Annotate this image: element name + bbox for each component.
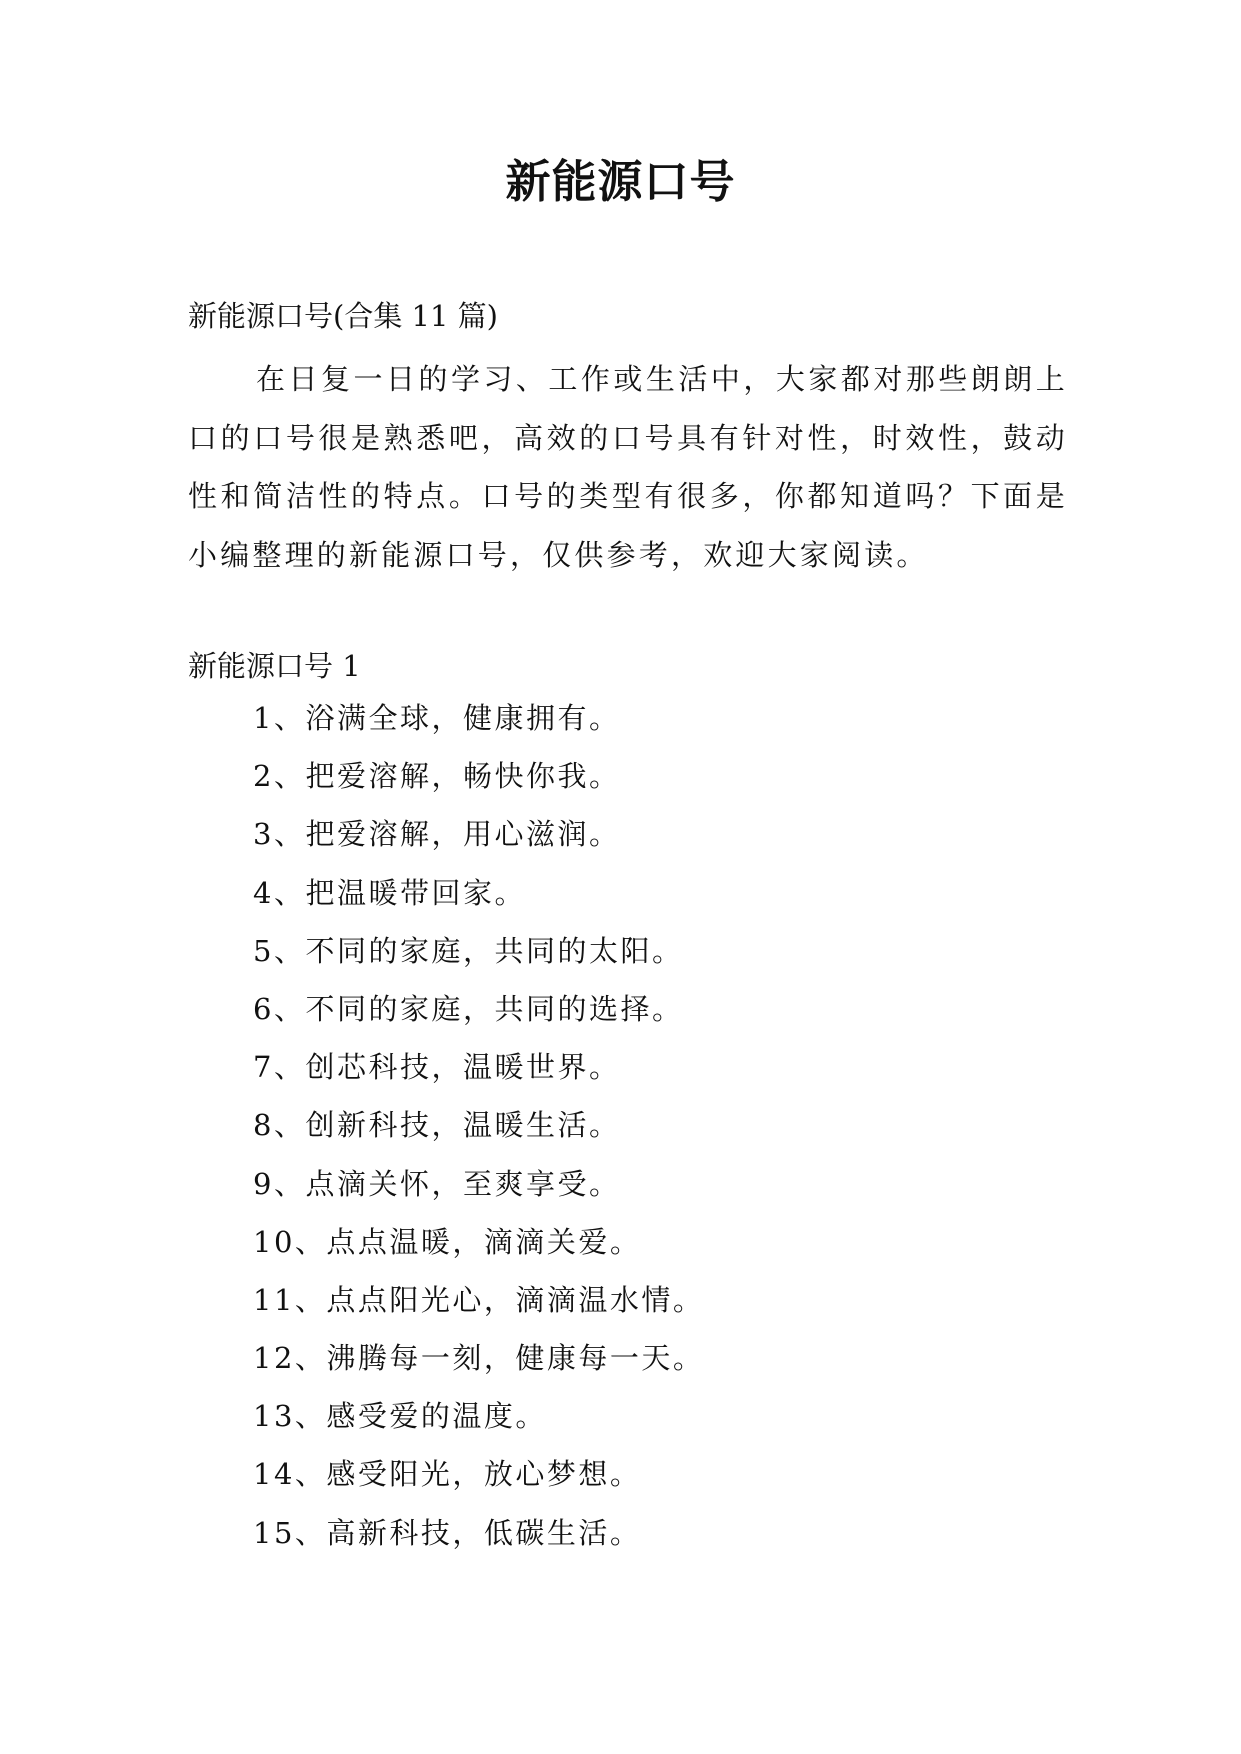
list-item: 2、把爱溶解，畅快你我。 bbox=[253, 759, 621, 794]
intro-paragraph: 在日复一日的学习、工作或生活中，大家都对那些朗朗上口的口号很是熟悉吧，高效的口号具有针对性，时效性，鼓动性和简洁性的特点。口号的类型有很多，你都知道吗？下面是小编整理的新能源口号，仅供参考，欢迎大家阅读。 bbox=[188, 362, 1068, 572]
list-item: 12、沸腾每一刻，健康每一天。 bbox=[253, 1341, 705, 1376]
list-item: 3、把爱溶解，用心滋润。 bbox=[253, 817, 621, 852]
document-subtitle: 新能源口号(合集 11 篇) bbox=[188, 299, 498, 333]
document-title: 新能源口号 bbox=[505, 155, 736, 208]
slogan-list bbox=[253, 698, 704, 1571]
list-item: 1、浴满全球，健康拥有。 bbox=[253, 701, 621, 735]
section-heading: 新能源口号 1 bbox=[188, 649, 361, 683]
list-item: 11、点点阳光心，滴滴温水情。 bbox=[253, 1282, 705, 1317]
list-item: 9、点滴关怀，至爽享受。 bbox=[253, 1166, 621, 1201]
list-item: 5、不同的家庭，共同的太阳。 bbox=[253, 933, 684, 968]
list-item: 13、感受爱的温度。 bbox=[253, 1399, 547, 1434]
list-item: 8、创新科技，温暖生活。 bbox=[253, 1108, 621, 1143]
list-item: 6、不同的家庭，共同的选择。 bbox=[253, 991, 684, 1026]
list-item: 4、把温暖带回家。 bbox=[253, 875, 526, 910]
list-item: 10、点点温暖，滴滴关爱。 bbox=[253, 1224, 642, 1259]
list-item: 7、创芯科技，温暖世界。 bbox=[253, 1050, 621, 1085]
list-item: 15、高新科技，低碳生活。 bbox=[253, 1515, 642, 1550]
list-item: 14、感受阳光，放心梦想。 bbox=[253, 1457, 642, 1492]
